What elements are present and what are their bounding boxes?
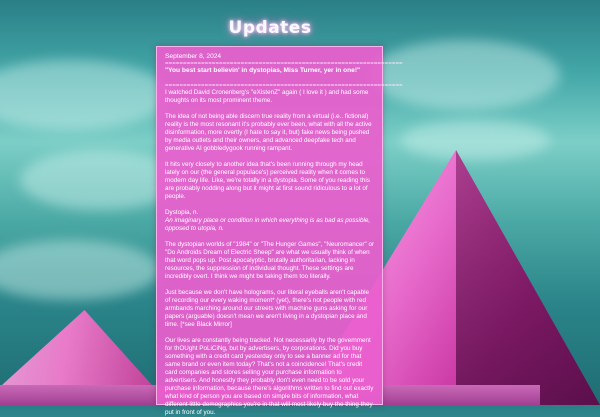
post-paragraph: It hits very closely to another idea that's been running through my head lately on our (the general populace's) perceived reality when it comes to modern day life. Like, we're totally in a dystopia. Some of you reading this are probably nodding along but it might at first sound ridiculous to a lot of people.: [165, 161, 370, 200]
post-paragraph: The idea of not being able discern true reality from a virtual (i.e.. fictional) reality is the most resonant it's probably ever been, what with all the active disinformation, more overtly (I hate to say it, but) fake news being pushed by media outlets and their owners, and advanced deepfake tech and generative AI gobbledygook running rampant.: [165, 113, 372, 152]
page-title: Updates: [228, 18, 312, 38]
definition-text: An imaginary place or condition in which everything is as bad as possible, opposed to utopia, n.: [165, 217, 371, 232]
definition-term: Dystopia, n.: [165, 209, 199, 216]
post-paragraph: I watched David Cronenberg's "eXistenZ" again ( I love it ) and had some thoughts on its most prominent theme.: [165, 89, 369, 104]
divider-bottom: ==================================================================: [165, 82, 403, 89]
post-headline: "You best start believin' in dystopias, Miss Turner, yer in one!": [165, 67, 361, 74]
definition-block: [165, 209, 376, 233]
post-paragraph: Our lives are constantly being tracked. Not necessarily by the government for thOUght PoLiCiNg, but by advertisers, by corporations. Did you buy something with a credit card yesterday only to see a banner ad for that same brand or even item today? That's not a coincidence! That's credit card companies and stores selling your purchase information to advertisers. And honestly they probably don't even need to be sold your purchase information, because there's algorithms written to find out exactly what kind of person you are based on simple bits of information, what different little demographics you're in that will most likely buy the thing they put in front of you.: [165, 337, 374, 416]
post-paragraph: The dystopian worlds of "1984" or "The Hunger Games", "Neuromancer" or "Do Androids Dream of Electric Sheep" are what we usually think of when that word pops up. Post apocalyptic, brutally authoritarian, lacking in resources, the suppression of individual thought. These settings are incredibly overt. I think we might be taking them too literally.: [165, 241, 375, 280]
post-date: September 8, 2024: [165, 53, 222, 60]
post-paragraph: Just because we don't have holograms, our literal eyeballs aren't capable of recording our every waking moment* (yet), there's not people with red armbands marching around our streets with machine guns asking for our papers (arguable) doesn't mean we aren't living in a dystopian place and time. [*see Black Mirror]: [165, 289, 370, 328]
divider-top: ==================================================================: [165, 60, 403, 67]
pyramid-right-shadow: [456, 150, 600, 405]
post-panel[interactable]: [156, 46, 403, 416]
